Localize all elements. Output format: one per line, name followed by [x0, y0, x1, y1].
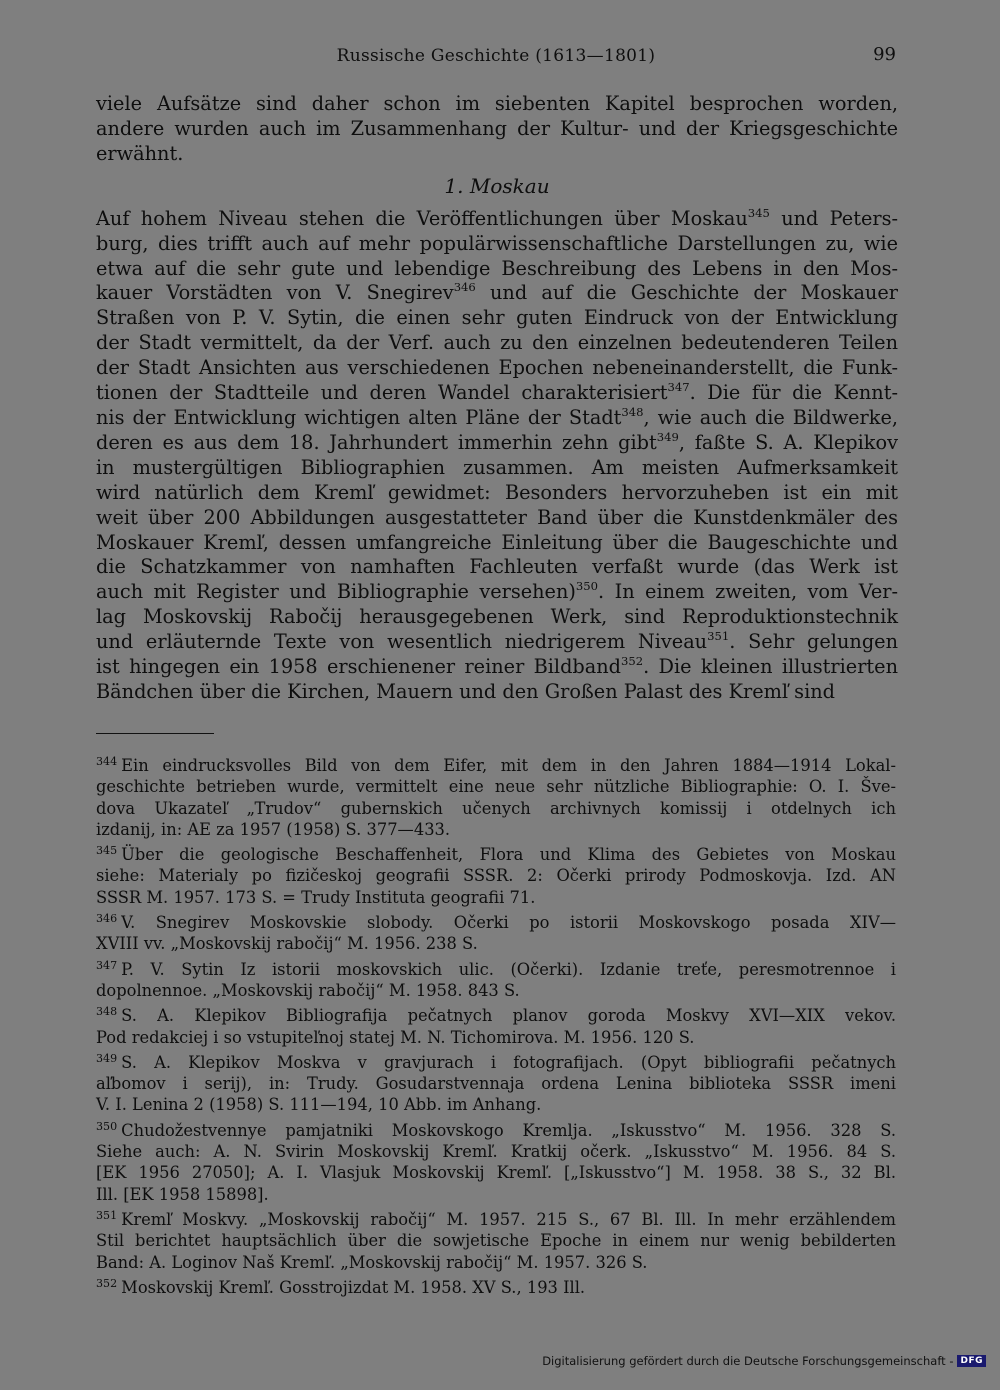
- footnote-347: [96, 959, 896, 1002]
- text-segment: die Schatzkammer von namhaften Fachleuten verfaßt wurde (das Werk ist: [96, 555, 898, 579]
- text-segment: auch mit Register und Bibliographie versehen): [96, 580, 576, 604]
- footnote-352: [96, 1277, 896, 1298]
- text-line: [96, 232, 898, 257]
- footnote-350: [96, 1120, 896, 1205]
- text-line: viele Aufsätze sind daher schon im siebenten Kapitel besprochen worden,: [96, 92, 898, 115]
- footnote-line: [96, 1027, 896, 1048]
- text-segment: , faßte S. A. Klepikov: [678, 430, 898, 454]
- text-line: [96, 431, 898, 456]
- footnote-text: V. Snegirev Moskovskie slobody. Očerki po istorii Moskovskogo posada XIV—: [121, 913, 896, 933]
- footnotes: [96, 755, 896, 1302]
- text-segment: tionen der Stadtteile und deren Wandel charakterisiert: [96, 381, 668, 405]
- text-segment: und auf die Geschichte der Moskauer: [475, 281, 898, 305]
- text-segment: und erläuternde Texte von wesentlich niedrigerem Niveau: [96, 630, 708, 654]
- footnote-number: 351: [96, 1208, 118, 1222]
- footnote-text: Band: A. Loginov Naš Kremľ. „Moskovskij rabočij“ M. 1957. 326 S.: [96, 1252, 648, 1272]
- credit-text: Digitalisierung gefördert durch die Deutsche Forschungsgemeinschaft -: [542, 1354, 954, 1368]
- footnote-line: [96, 1094, 896, 1115]
- footnote-line: [96, 1184, 896, 1205]
- footnote-ref[interactable]: 351: [707, 629, 730, 644]
- footnote-line: [96, 1073, 896, 1094]
- footnote-line: [96, 1230, 896, 1251]
- footnote-ref[interactable]: 350: [575, 579, 599, 594]
- footnote-ref[interactable]: 352: [621, 653, 644, 668]
- text-segment: wird natürlich dem Kremľ gewidmet: Besonders hervorzuheben ist ein mit: [96, 480, 898, 504]
- footnote-line: [96, 933, 896, 954]
- footnote-line: [96, 865, 896, 886]
- footnote-number: 349: [96, 1051, 118, 1065]
- footnote-line: [96, 798, 896, 819]
- text-line: [96, 281, 898, 306]
- footnote-text: dova Ukazateľ „Trudov“ gubernskich učenych archivnych komissij i otdelnych ich: [96, 798, 896, 818]
- text-segment: lag Moskovskij Rabočij herausgegebenen Werk, sind Reproduktionstechnik: [96, 605, 898, 629]
- footnote-351: [96, 1209, 896, 1273]
- text-segment: Straßen von P. V. Sytin, die einen sehr guten Eindruck von der Entwicklung: [96, 306, 898, 330]
- text-segment: deren es aus dem 18. Jahrhundert immerhin zehn gibt: [96, 430, 657, 454]
- footnote-text: Moskovskij Kremľ. Gosstrojizdat M. 1958. XV S., 193 Ill.: [121, 1277, 586, 1297]
- text-line: [96, 506, 898, 531]
- footnote-line: [96, 1277, 896, 1298]
- text-line: [96, 555, 898, 580]
- footnote-line: [96, 1005, 896, 1026]
- text-segment: . Sehr gelungen: [729, 630, 898, 654]
- footnote-line: [96, 1209, 896, 1230]
- footnote-text: Pod redakciej i so vstupiteľnoj stateј M. N. Tichomirova. M. 1956. 120 S.: [96, 1027, 695, 1047]
- text-segment: ist hingegen ein 1958 erschienener reiner Bildband: [96, 655, 622, 679]
- footnote-ref[interactable]: 345: [747, 205, 770, 220]
- text-line: [96, 630, 898, 655]
- text-line: [96, 356, 898, 381]
- footnote-text: SSSR M. 1957. 173 S. = Trudy Instituta geografii 71.: [96, 887, 536, 907]
- footnote-348: [96, 1005, 896, 1048]
- footnote-line: [96, 1141, 896, 1162]
- footnote-divider: [96, 733, 214, 734]
- text-segment: Auf hohem Niveau stehen die Veröffentlichungen über Moskau: [96, 206, 748, 230]
- text-line: [96, 257, 898, 282]
- footnote-text: Ein eindrucksvolles Bild von dem Eifer, mit dem in den Jahren 1884—1914 Lokal-: [121, 756, 896, 775]
- footnote-text: dopolnennoe. „Moskovskij rabočij“ M. 1958. 843 S.: [96, 980, 520, 1000]
- footnote-number: 345: [96, 844, 118, 858]
- footnote-line: [96, 1162, 896, 1183]
- footnote-line: [96, 755, 896, 776]
- text-line: andere wurden auch im Zusammenhang der Kultur- und der Kriegsgeschichte: [96, 116, 898, 140]
- footnote-line: [96, 887, 896, 908]
- footnote-346: [96, 912, 896, 955]
- footnote-number: 346: [96, 911, 118, 925]
- text-segment: der Stadt vermittelt, da der Verf. auch zu den einzelnen bedeutenderen Teilen: [96, 331, 898, 355]
- text-segment: . In einem zweiten, vom Ver-: [598, 580, 898, 604]
- text-segment: weit über 200 Abbildungen ausgestatteter Band über die Kunstdenkmäler des: [96, 505, 898, 529]
- footnote-line: [96, 819, 896, 840]
- footnote-text: aľbomov i serij), in: Trudy. Gosudarstvennaja ordena Lenina biblioteka SSSR imeni: [96, 1074, 896, 1094]
- page-header: [96, 42, 896, 72]
- text-segment: , wie auch die Bildwerke,: [643, 405, 898, 429]
- footnote-344: [96, 755, 896, 840]
- footnote-ref[interactable]: 346: [453, 280, 476, 295]
- footnote-text: XVIII vv. „Moskovskij rabočij“ M. 1956. 238 S.: [96, 934, 478, 954]
- text-segment: kauer Vorstädten von V. Snegirev: [96, 281, 454, 305]
- footnote-text: Ill. [EK 1958 15898].: [96, 1184, 269, 1204]
- footnote-text: geschichte betrieben wurde, vermittelt eine neue sehr nützliche Bibliographie: O. I. Šve-: [96, 777, 896, 797]
- footnote-text: P. V. Sytin Iz istorii moskovskich ulic. (Očerki). Izdanie treťe, peresmotrennoe i: [121, 959, 896, 979]
- text-segment: nis der Entwicklung wichtigen alten Pläne der Stadt: [96, 405, 622, 429]
- footnote-text: izdanij, in: AE za 1957 (1958) S. 377—433.: [96, 819, 451, 839]
- footnote-ref[interactable]: 348: [621, 404, 644, 419]
- text-segment: der Stadt Ansichten aus verschiedenen Epochen nebeneinanderstellt, die Funk-: [96, 356, 898, 380]
- footnote-number: 344: [96, 754, 118, 768]
- footnote-text: Chudožestvennye pamjatniki Moskovskogo Kremlja. „Iskusstvo“ M. 1956. 328 S.: [121, 1120, 896, 1140]
- footnote-number: 348: [96, 1005, 118, 1019]
- digitization-credit: [542, 1354, 986, 1368]
- body-text: [96, 92, 898, 705]
- footnote-ref[interactable]: 349: [656, 429, 679, 444]
- section-heading: 1. Moskau: [444, 173, 550, 198]
- footnote-number: 347: [96, 958, 118, 972]
- text-line: [96, 456, 898, 481]
- footnote-text: [EK 1956 27050]; A. I. Vlasjuk Moskovskij Kremľ. [„Iskusstvo“] M. 1958. 38 S., 32 Bl.: [96, 1163, 896, 1183]
- footnote-number: 352: [96, 1276, 118, 1290]
- footnote-text: Kremľ Moskvy. „Moskovskij rabočij“ M. 1957. 215 S., 67 Bl. Ill. In mehr erzählendem: [121, 1209, 896, 1229]
- footnote-line: [96, 1252, 896, 1273]
- dfg-logo: DFG: [957, 1355, 986, 1367]
- footnote-line: [96, 776, 896, 797]
- page-number: 99: [873, 44, 896, 65]
- footnote-ref[interactable]: 347: [667, 379, 690, 394]
- text-line: [96, 331, 898, 356]
- footnote-text: Stil berichtet hauptsächlich über die sowjetische Epoche in einem nur wenig bebilderten: [96, 1231, 896, 1251]
- footnote-text: Siehe auch: A. N. Svirin Moskovskij Kremľ. Kratkij očerk. „Iskusstvo“ M. 1956. 84 S.: [96, 1142, 896, 1162]
- main-paragraph: [96, 207, 898, 705]
- text-segment: in mustergültigen Bibliographien zusammen. Am meisten Aufmerksamkeit: [96, 455, 898, 479]
- text-line: [96, 406, 898, 431]
- text-line: [96, 580, 898, 605]
- footnote-line: [96, 1052, 896, 1073]
- footnote-line: [96, 844, 896, 865]
- text-line: erwähnt.: [96, 141, 184, 165]
- text-line: [96, 381, 898, 406]
- footnote-text: S. A. Klepikov Moskva v gravjurach i fotografijach. (Opyt bibliografii pečatnych: [121, 1052, 896, 1072]
- text-segment: burg, dies trifft auch auf mehr populärwissenschaftliche Darstellungen zu, wie: [96, 231, 898, 255]
- text-line: [96, 207, 898, 232]
- footnote-text: Über die geologische Beschaffenheit, Flora und Klima des Gebietes von Moskau: [121, 845, 896, 865]
- text-segment: . Die kleinen illustrierten: [643, 655, 898, 679]
- footnote-349: [96, 1052, 896, 1116]
- text-line: [96, 481, 898, 506]
- text-segment: Bändchen über die Kirchen, Mauern und den Großen Palast des Kremľ sind: [96, 679, 836, 703]
- text-segment: etwa auf die sehr gute und lebendige Beschreibung des Lebens in den Mos-: [96, 256, 898, 280]
- footnote-text: siehe: Materialy po fizičeskoj geografii SSSR. 2: Očerki prirody Podmoskovja. Izd. AN: [96, 866, 896, 886]
- text-line: [96, 680, 898, 705]
- running-title: Russische Geschichte (1613—1801): [336, 46, 656, 66]
- text-segment: Moskauer Kremľ, dessen umfangreiche Einleitung über die Baugeschichte und: [96, 530, 898, 554]
- footnote-line: [96, 1120, 896, 1141]
- text-line: [96, 655, 898, 680]
- footnote-line: [96, 959, 896, 980]
- text-line: [96, 605, 898, 630]
- footnote-345: [96, 844, 896, 908]
- text-line: [96, 306, 898, 331]
- intro-paragraph: [96, 92, 898, 167]
- text-segment: und Peters-: [769, 206, 898, 230]
- footnote-text: S. A. Klepikov Bibliografija pečatnych planov goroda Moskvy XVI—XIX vekov.: [121, 1006, 896, 1026]
- footnote-line: [96, 980, 896, 1001]
- text-line: [96, 531, 898, 556]
- text-segment: . Die für die Kennt-: [689, 381, 898, 405]
- footnote-line: [96, 912, 896, 933]
- footnote-number: 350: [96, 1119, 118, 1133]
- footnote-text: V. I. Lenina 2 (1958) S. 111—194, 10 Abb. im Anhang.: [96, 1095, 542, 1115]
